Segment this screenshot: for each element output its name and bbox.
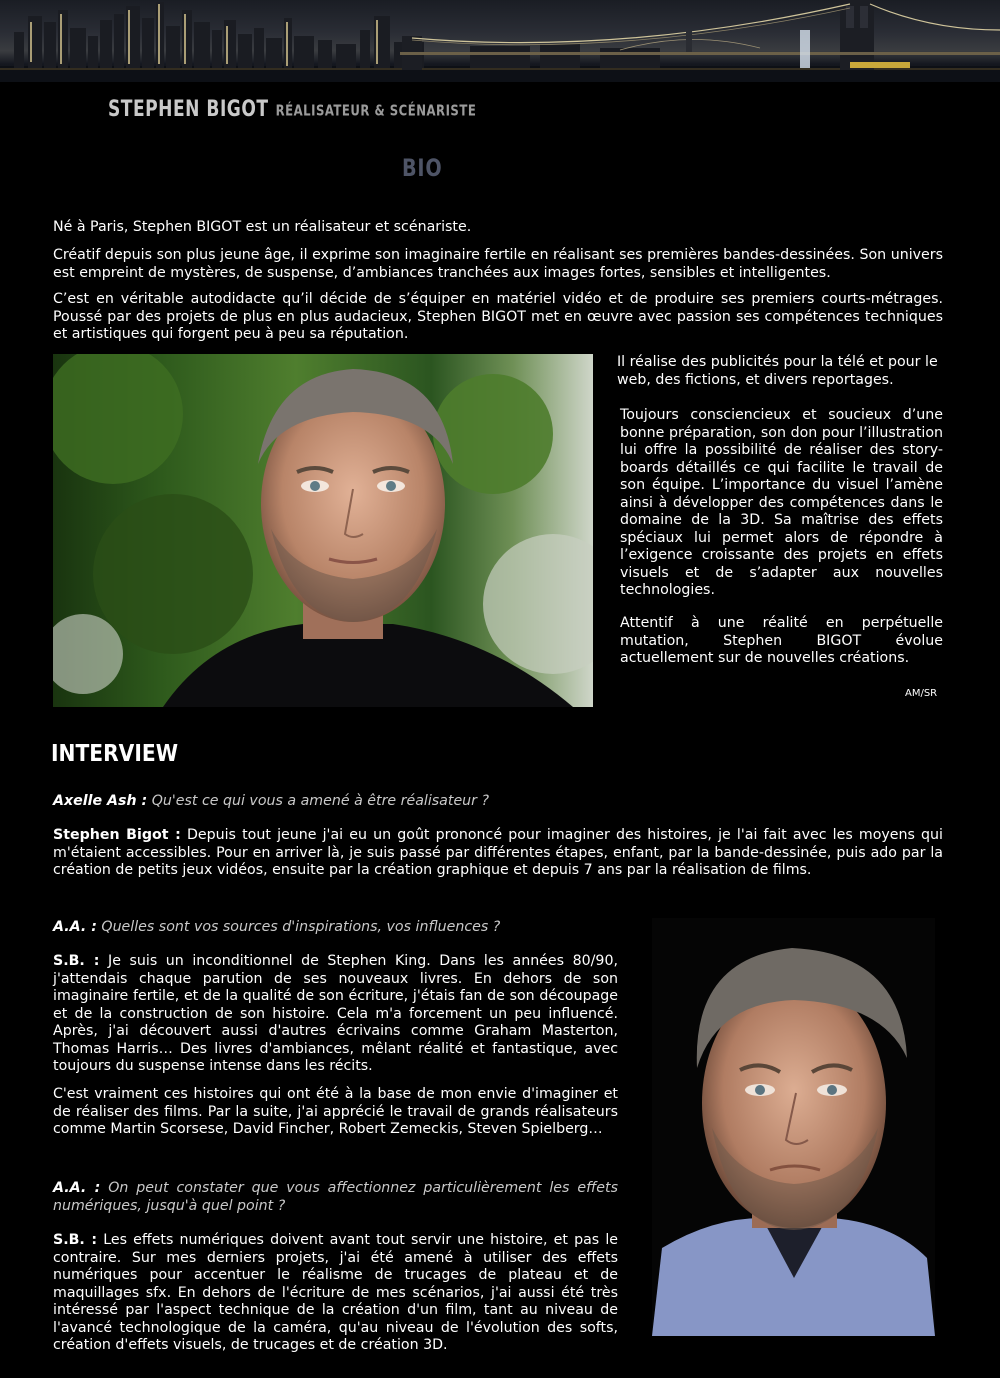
site-branding xyxy=(108,98,476,120)
answer-2-continued: C'est vraiment ces histoires qui ont été à la base de mon envie d'imaginer et de réaliser des films. Par la suite, j'ai apprécié le travail de grands réalisateurs comme Martin Scorsese, David Fincher, Robert Zemeckis, Steven Spielberg… xyxy=(53,1086,618,1137)
bio-paragraph-4: Il réalise des publicités pour la télé et pour le web, des fictions, et divers reportages. xyxy=(617,354,938,388)
question-3-speaker: A.A. : xyxy=(53,1180,101,1196)
brand-role: RÉALISATEUR & SCÉNARISTE xyxy=(275,102,477,121)
answer-3-speaker: S.B. : xyxy=(53,1232,98,1248)
bio-paragraph-3: C’est en véritable autodidacte qu’il décide de s’équiper en matériel vidéo et de produire ses premiers courts-métrages. Poussé par des projets de plus en plus audacieux, Stephen BIGOT met en œuvre avec passion ses compétences techniques et artistiques qui forgent peu à peu sa réputation. xyxy=(53,291,943,342)
question-1-text: Qu'est ce qui vous a amené à être réalisateur ? xyxy=(147,793,490,809)
question-3-text: On peut constater que vous affectionnez particulièrement les effets numériques, jusqu'à quel point ? xyxy=(53,1180,618,1214)
answer-1-speaker: Stephen Bigot : xyxy=(53,827,181,843)
portrait-photo-1 xyxy=(53,354,593,707)
answer-2 xyxy=(53,953,618,1076)
question-1 xyxy=(53,793,943,811)
bio-paragraph-6: Attentif à une réalité en perpétuelle mutation, Stephen BIGOT évolue actuellement sur de nouvelles créations. xyxy=(620,615,943,666)
skyline-image xyxy=(0,0,1000,82)
brand-name: STEPHEN BIGOT xyxy=(108,96,269,122)
answer-2-speaker: S.B. : xyxy=(53,953,100,969)
question-3 xyxy=(53,1180,618,1215)
question-1-speaker: Axelle Ash : xyxy=(53,793,148,809)
answer-3-text: Les effets numériques doivent avant tout servir une histoire, et pas le contraire. Sur mes derniers projets, j'ai été amené à utiliser des effets numériques pour accentuer le réalisme de trucages de plateau et de maquillages sfx. En dehors de l'écriture de mes scénarios, j'ai aussi été très intéressé par l'aspect technique de la création d'un film, tant au niveau de l'avancé technologique de la caméra, qu'au niveau de l'évolution des softs, création d'effets visuels, de trucages et de création 3D. xyxy=(53,1232,618,1353)
bio-paragraph-1: Né à Paris, Stephen BIGOT est un réalisateur et scénariste. xyxy=(53,219,472,235)
portrait-photo-2 xyxy=(652,918,935,1336)
bio-title: BIO xyxy=(402,154,443,182)
answer-2-text: Je suis un inconditionnel de Stephen King. Dans les années 80/90, j'attendais chaque parution de ses nouveaux livres. En dehors de son imaginaire fertile, et de la qualité de son écriture, j'étais fan de son découpage et de la construction de son histoire. Cela m'a forcement un peu influencé. Après, j'ai découvert aussi d'autres écrivains comme Graham Masterton, Thomas Harris… Des livres d'ambiances, mêlant réalité et fantastique, avec toujours du suspense intense dans les récits. xyxy=(53,953,618,1074)
bio-paragraph-2: Créatif depuis son plus jeune âge, il exprime son imaginaire fertile en réalisant ses premières bandes-dessinées. Son univers est empreint de mystères, de suspense, d’ambiances tranchées aux images fortes, sensibles et intelligentes. xyxy=(53,247,943,281)
answer-1-text: Depuis tout jeune j'ai eu un goût prononcé pour imaginer des histoires, je l'ai fait avec les moyens qui m'étaient accessibles. Pour en arriver là, je suis passé par différentes étapes, enfant, par la bande-dessinée, puis ado par la création de petits jeux vidéos, ensuite par la création graphique et depuis 7 ans par la réalisation de films. xyxy=(53,827,943,878)
bio-paragraph-5: Toujours consciencieux et soucieux d’une bonne préparation, son don pour l’illustration lui offre la possibilité de réaliser des story-boards détaillés ce qui facilite le travail de son équipe. L’importance du visuel l’amène ainsi à développer des compétences dans le domaine de la 3D. Sa maîtrise des effets spéciaux lui permet alors de répondre à l’exigence croissante des projets en effets visuels et de s’adapter aux nouvelles technologies. xyxy=(620,407,943,598)
header-banner xyxy=(0,0,1000,82)
question-2-text: Quelles sont vos sources d'inspirations, vos influences ? xyxy=(96,919,501,935)
bio-signature: AM/SR xyxy=(905,688,938,699)
question-2 xyxy=(53,919,618,937)
answer-3 xyxy=(53,1232,618,1355)
question-2-speaker: A.A. : xyxy=(53,919,97,935)
interview-title: INTERVIEW xyxy=(51,741,179,767)
answer-1 xyxy=(53,827,943,880)
